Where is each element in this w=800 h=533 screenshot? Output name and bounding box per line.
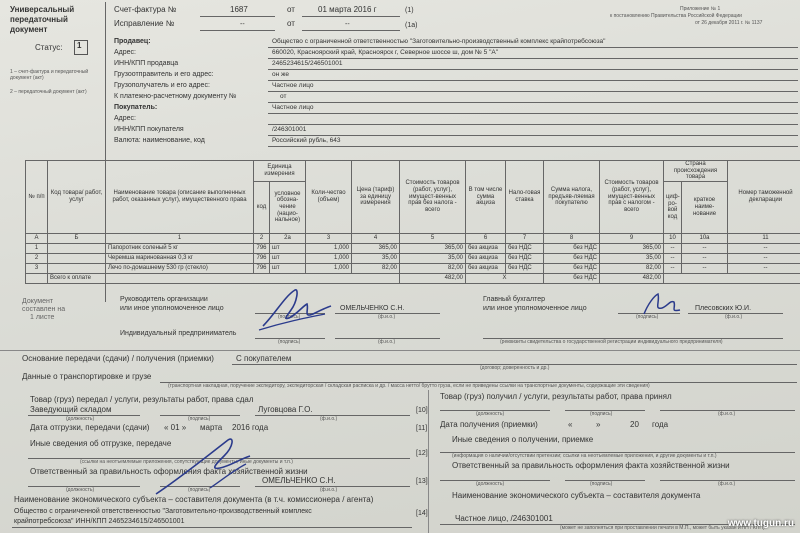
total-tax: без НДС	[544, 273, 600, 283]
handed-name: Луговцова Г.О.	[258, 405, 313, 414]
shipper-label: Грузоотправитель и его адрес:	[114, 71, 214, 78]
table-row	[26, 263, 800, 273]
row-name: Папоротник соленый 5 кг	[106, 243, 254, 253]
left-resp-fio-caption: (ф.и.о.)	[320, 487, 338, 493]
row-qty: 1,000	[306, 243, 352, 253]
row-rate: без НДС	[506, 253, 544, 263]
receive-year: 20	[630, 420, 639, 429]
row-qty: 1,000	[306, 253, 352, 263]
buyer-inn-line	[268, 135, 798, 136]
left-other-caption: (ссылки на неотъемлемые приложения, сопутствующие документы, иные документы и т.п.)	[80, 459, 293, 465]
shipper-value: он же	[272, 71, 289, 78]
buyer-inn-value: /246301001	[272, 126, 307, 133]
currency-label: Валюта: наименование, код	[114, 137, 205, 144]
col-number: 11	[728, 233, 800, 243]
accountant-name: Плесовских Ю.И.	[695, 305, 752, 312]
row-unit-name: шт	[270, 253, 306, 263]
status-note-1: 1 – счет-фактура и передаточный документ (акт)	[10, 69, 89, 81]
header-price: Цена (тариф) за единицу измерения	[352, 161, 400, 234]
seller-address-value: 660020, Красноярский край, Красноярск г, Северное шоссе ш, дом № 5 "А"	[272, 49, 499, 56]
seller-label: Продавец:	[114, 38, 151, 45]
row-rate: без НДС	[506, 243, 544, 253]
col-number: 8	[544, 233, 600, 243]
header-excise: В том числе сумма акциза	[466, 161, 506, 234]
accountant-label-1: Главный бухгалтер	[483, 296, 545, 303]
accountant-label-2: или иное уполномоченное лицо	[483, 305, 587, 312]
right-entity-label: Наименование экономического субъекта – составителя документа	[452, 491, 701, 500]
row-country-code: --	[664, 243, 682, 253]
basis-label: Основание передачи (сдачи) / получения (приемки)	[22, 354, 214, 363]
row-unit-code: 796	[254, 263, 270, 273]
accountant-fio-caption: (ф.и.о.)	[725, 314, 743, 320]
col-number: 2	[254, 233, 270, 243]
accountant-sign-caption: (подпись)	[636, 314, 659, 320]
head-name: ОМЕЛЬЧЕНКО С.Н.	[340, 305, 405, 312]
handed-position-caption: (должность)	[66, 416, 95, 422]
col-number: 6	[466, 233, 506, 243]
invoice-label: Счет-фактура №	[114, 5, 177, 14]
section-divider	[0, 350, 800, 351]
buyer-address-label: Адрес:	[114, 115, 136, 122]
handed-fio-caption: (ф.и.о.)	[320, 416, 338, 422]
header-country-name: краткое наиме-нование	[682, 181, 728, 233]
total-with-tax: 482,00	[600, 273, 664, 283]
row-unit-code: 796	[254, 243, 270, 253]
row-unit-name: шт	[270, 243, 306, 253]
col-number: 7	[506, 233, 544, 243]
row-excise: без акциза	[466, 243, 506, 253]
col-number: 1	[106, 233, 254, 243]
column-numbers-row	[26, 233, 800, 243]
correction-from-label: от	[287, 19, 295, 28]
col-number: 10а	[682, 233, 728, 243]
requisites-caption: (реквизиты свидетельства о государственной регистрации индивидуального предпринимателя)	[500, 339, 723, 345]
correction-label: Исправление №	[114, 19, 175, 28]
row-customs: --	[728, 243, 800, 253]
block-divider	[428, 390, 429, 533]
receive-year-suffix: года	[652, 420, 669, 429]
handed-position: Заведующий складом	[30, 405, 112, 414]
head-signature-icon	[255, 284, 335, 334]
receive-mid: »	[596, 420, 601, 429]
row-country-name: --	[682, 253, 728, 263]
received-position-caption: (должность)	[476, 411, 505, 417]
col-number: 2а	[270, 233, 306, 243]
col-number: 4	[352, 233, 400, 243]
row-price: 35,00	[352, 253, 400, 263]
right-entity-value: Частное лицо, /246301001	[455, 514, 553, 523]
row-total: 365,00	[600, 243, 664, 253]
row-country-name: --	[682, 243, 728, 253]
left-resp-position-caption: (должность)	[66, 487, 95, 493]
header-unit-code: код	[254, 181, 270, 233]
transport-caption: (транспортная накладная, поручение экспедитору, экспедиторская / складская расписка и др. / масса нетто/ брутто груза, если не приведены ссылки на транспортные документы, содержащие эти сведения)	[168, 383, 650, 389]
field-11: [11]	[416, 425, 428, 432]
handed-sign-caption: (подпись)	[188, 416, 211, 422]
header-tax-sum: Сумма налога, предъяв-ляемая покупателю	[544, 161, 600, 234]
payment-doc-line	[268, 102, 798, 103]
header-cost-without-tax: Стоимость товаров (работ, услуг), имущест-венных прав без налога - всего	[400, 161, 466, 234]
accountant-signature-icon	[640, 290, 690, 320]
field-10: [10]	[416, 407, 428, 414]
right-other-label: Иные сведения о получении, приемке	[452, 435, 594, 444]
seller-address-label: Адрес:	[114, 49, 136, 56]
correction-date-line	[302, 30, 400, 31]
table-row	[26, 253, 800, 263]
head-sign-caption: (подпись)	[278, 314, 301, 320]
field-14: [14]	[416, 510, 428, 517]
shipper-line	[268, 80, 798, 81]
row-cost: 82,00	[400, 263, 466, 273]
row-customs: --	[728, 253, 800, 263]
invoice-from-label: от	[287, 5, 295, 14]
doc-label-3: 1 листе	[30, 314, 55, 321]
seller-line	[268, 47, 798, 48]
ship-year: 2016 года	[232, 423, 269, 432]
col-number: Б	[48, 233, 106, 243]
header-code: Код товара/ работ, услуг	[48, 161, 106, 234]
basis-value: С покупателем	[236, 354, 292, 363]
field-12: [12]	[416, 450, 428, 457]
left-other-label: Иные сведения об отгрузке, передаче	[30, 439, 172, 448]
head-label-2: или иное уполномоченное лицо	[120, 305, 224, 312]
left-entity-value-1: Общество с ограниченной ответственностью "Заготовительно-производственный комплекс	[14, 508, 312, 515]
total-row	[26, 273, 800, 283]
buyer-label: Покупатель:	[114, 104, 158, 111]
header-cost-with-tax: Стоимость товаров (работ, услуг), имущест-венных прав с налогом - всего	[600, 161, 664, 234]
right-resp-fio-caption: (ф.и.о.)	[718, 481, 736, 487]
mark-1a: (1а)	[405, 22, 418, 29]
consignee-line	[268, 91, 798, 92]
row-tax: без НДС	[544, 243, 600, 253]
col-number: А	[26, 233, 48, 243]
header-country-group: Страна происхождения товара	[664, 161, 728, 182]
doc-label-1: Документ	[22, 298, 54, 305]
currency-value: Российский рубль, 643	[272, 137, 341, 144]
status-value: 1	[77, 41, 82, 50]
buyer-inn-label: ИНН/КПП покупателя	[114, 126, 184, 133]
col-number: 10	[664, 233, 682, 243]
payment-doc-label: К платежно-расчетному документу №	[114, 93, 237, 100]
consignee-label: Грузополучатель и его адрес:	[114, 82, 210, 89]
correction-date: --	[345, 21, 350, 28]
row-qty: 1,000	[306, 263, 352, 273]
left-entity-line	[12, 527, 412, 528]
left-entity-value-2: крайпотребсоюза" ИНН/КПП 2465234615/246501001	[14, 518, 185, 525]
right-resp-position-caption: (должность)	[476, 481, 505, 487]
site-watermark: www.tugun.ru	[727, 518, 794, 529]
status-note-2: 2 – передаточный документ (акт)	[10, 89, 87, 95]
seller-value: Общество с ограниченной ответственностью "Заготовительно-производственный комплекс крайпотребсоюза"	[272, 38, 606, 45]
col-number: 5	[400, 233, 466, 243]
row-excise: без акциза	[466, 253, 506, 263]
invoice-number: 1687	[230, 5, 248, 14]
received-fio-caption: (ф.и.о.)	[718, 411, 736, 417]
head-label-1: Руководитель организации	[120, 296, 208, 303]
currency-line	[268, 146, 798, 147]
appendix-line-2: к постановлению Правительства Российской Федерации	[610, 13, 742, 19]
receive-day: «	[568, 420, 573, 429]
total-excise: Х	[466, 273, 544, 283]
header-num: № п/п	[26, 161, 48, 234]
payment-doc-value: от	[280, 93, 287, 100]
header-qty: Коли-чество (объем)	[306, 161, 352, 234]
consignee-value: Частное лицо	[272, 82, 314, 89]
receive-date-label: Дата получения (приемки)	[440, 420, 538, 429]
total-label: Всего к оплате	[48, 273, 400, 283]
row-country-name: --	[682, 263, 728, 273]
row-total: 82,00	[600, 263, 664, 273]
row-cost: 35,00	[400, 253, 466, 263]
received-label: Товар (груз) получил / услуги, результаты работ, права принял	[440, 392, 672, 401]
field-13: [13]	[416, 478, 428, 485]
row-country-code: --	[664, 263, 682, 273]
left-entity-label: Наименование экономического субъекта – составителя документа (в т.ч. комиссионера / агента)	[14, 495, 374, 504]
head-fio-caption: (ф.и.о.)	[378, 314, 396, 320]
correction-number-line	[200, 30, 275, 31]
buyer-line	[268, 113, 798, 114]
mark-1: (1)	[405, 7, 414, 14]
left-resp-name: ОМЕЛЬЧЕНКО С.Н.	[262, 476, 336, 485]
row-rate: без НДС	[506, 263, 544, 273]
right-other-caption: (информация о наличии/отсутствии претензии; ссылки на неотъемлемые приложения, и другие документы и т.п.)	[452, 453, 717, 459]
left-resp-sign-caption: (подпись)	[188, 487, 211, 493]
row-price: 82,00	[352, 263, 400, 273]
header-country-code: циф-ро-вой код	[664, 181, 682, 233]
title-line-1: Универсальный	[10, 5, 75, 14]
row-code	[48, 253, 106, 263]
ship-day: « 01 »	[164, 423, 187, 432]
title-line-2: передаточный	[10, 15, 68, 24]
seller-inn-label: ИНН/КПП продавца	[114, 60, 179, 67]
appendix-line-3: от 26 декабря 2011 г. № 1137	[695, 20, 763, 26]
row-cost: 365,00	[400, 243, 466, 253]
seller-address-line	[268, 58, 798, 59]
row-num: 3	[26, 263, 48, 273]
left-resp-label: Ответственный за правильность оформления факта хозяйственной жизни	[30, 467, 308, 476]
seller-inn-line	[268, 69, 798, 70]
right-entity-caption: (может не заполняться при проставлении печати в М.П., может быть указан ИНН / КПП)	[560, 525, 765, 531]
entrepreneur-sign-caption: (подпись)	[278, 339, 301, 345]
invoice-number-line	[200, 16, 275, 17]
row-code	[48, 263, 106, 273]
row-num: 2	[26, 253, 48, 263]
status-label: Статус:	[35, 43, 63, 52]
entrepreneur-label: Индивидуальный предприниматель	[120, 330, 237, 337]
header-unit-group: Единица измерения	[254, 161, 306, 182]
row-name: Черемша маринованная 0,3 кг	[106, 253, 254, 263]
ship-date-label: Дата отгрузки, передачи (сдачи)	[30, 423, 150, 432]
row-unit-name: шт	[270, 263, 306, 273]
right-resp-sign-caption: (подпись)	[590, 481, 613, 487]
row-tax: без НДС	[544, 253, 600, 263]
row-code	[48, 243, 106, 253]
buyer-value: Частное лицо	[272, 104, 314, 111]
title-line-3: документ	[10, 25, 48, 34]
row-price: 365,00	[352, 243, 400, 253]
row-excise: без акциза	[466, 263, 506, 273]
header-unit-name: условное обозна-чение (нацио-нальное)	[270, 181, 306, 233]
seller-inn-value: 2465234615/246501001	[272, 60, 343, 67]
received-sign-caption: (подпись)	[590, 411, 613, 417]
col-number: 3	[306, 233, 352, 243]
row-customs: --	[728, 263, 800, 273]
header-name: Наименование товара (описание выполненных работ, оказанных услуг), имущественного права	[106, 161, 254, 234]
appendix-line-1: Приложение № 1	[680, 6, 721, 12]
right-resp-label: Ответственный за правильность оформления факта хозяйственной жизни	[452, 461, 730, 470]
header-tax-rate: Нало-говая ставка	[506, 161, 544, 234]
header-customs: Номер таможенной декларации	[728, 161, 800, 234]
correction-number: --	[240, 21, 245, 28]
row-unit-code: 796	[254, 253, 270, 263]
ship-month: марта	[200, 423, 223, 432]
row-name: Лечо по-домашнему 530 гр (стекло)	[106, 263, 254, 273]
invoice-date-line	[302, 16, 400, 17]
goods-table	[25, 160, 800, 284]
total-cost: 482,00	[400, 273, 466, 283]
row-tax: без НДС	[544, 263, 600, 273]
buyer-address-line	[268, 124, 798, 125]
transport-label: Данные о транспортировке и грузе	[22, 372, 152, 381]
shipper-signature-icon	[150, 430, 260, 500]
handed-label: Товар (груз) передал / услуги, результаты работ, права сдал	[30, 395, 254, 404]
row-num: 1	[26, 243, 48, 253]
col-number: 9	[600, 233, 664, 243]
invoice-date: 01 марта 2016 г	[318, 5, 377, 14]
table-row	[26, 243, 800, 253]
row-total: 35,00	[600, 253, 664, 263]
basis-caption: (договор; доверенность и др.)	[480, 365, 550, 371]
doc-label-2: составлен на	[22, 306, 66, 313]
entrepreneur-fio-caption: (ф.и.о.)	[378, 339, 396, 345]
row-country-code: --	[664, 253, 682, 263]
